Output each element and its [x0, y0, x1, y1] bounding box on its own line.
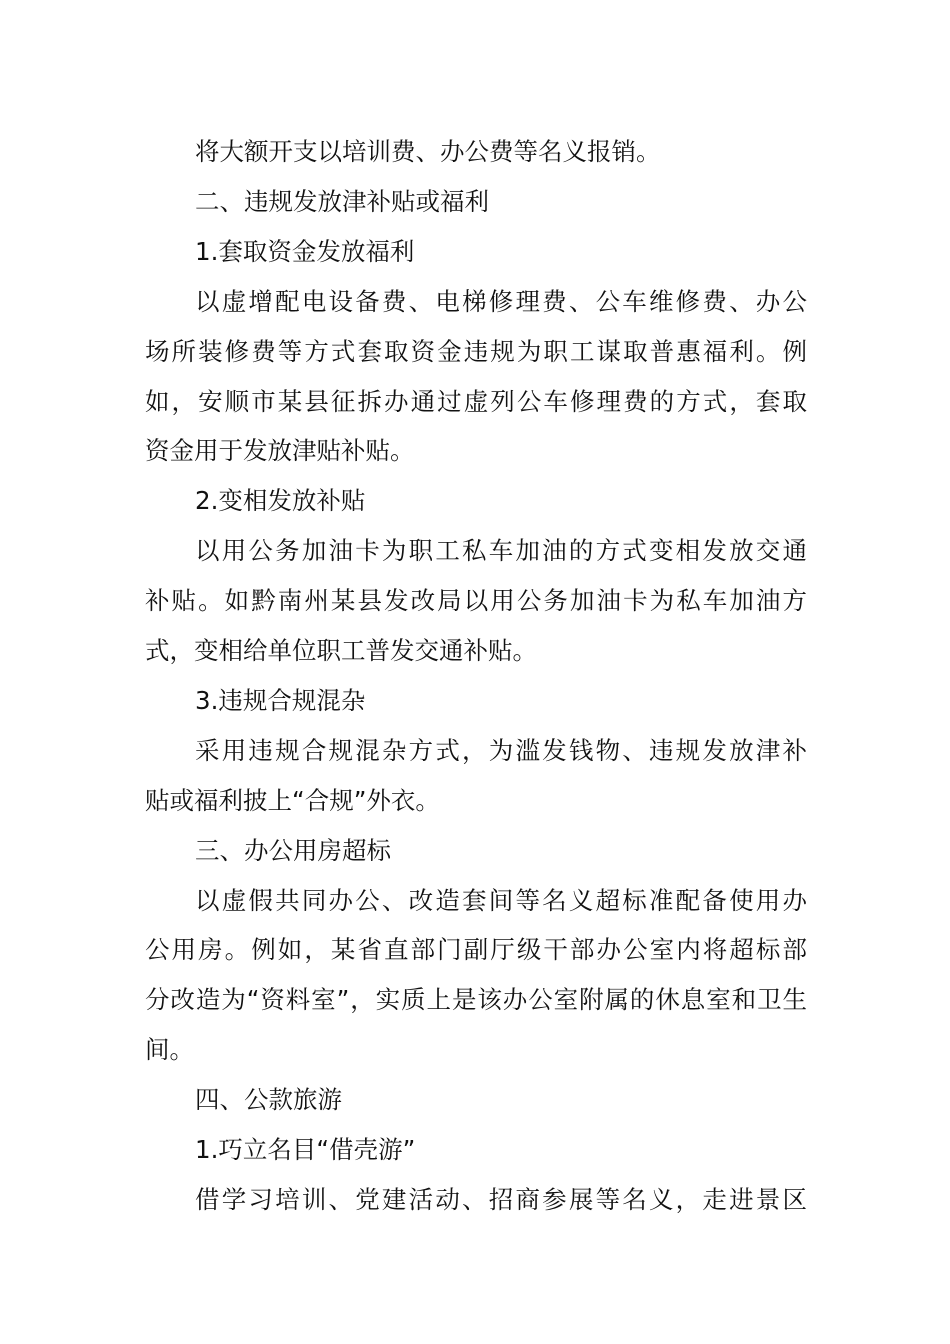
text-line: 以虚增配电设备费、电梯修理费、公车维修费、办公 [195, 286, 807, 316]
text-line: 式，变相给单位职工普发交通补贴。 [145, 636, 537, 665]
text-line: 四、公款旅游 [195, 1085, 342, 1115]
text-line: 借学习培训、党建活动、招商参展等名义，走进景区 [195, 1184, 807, 1214]
text-line: 三、办公用房超标 [195, 835, 391, 865]
text-line: 1.套取资金发放福利 [195, 236, 415, 266]
text-line: 资金用于发放津贴补贴。 [145, 436, 415, 466]
text-line: 1.巧立名目“借壳游” [195, 1135, 416, 1164]
text-line: 将大额开支以培训费、办公费等名义报销。 [195, 137, 661, 166]
text-line: 采用违规合规混杂方式，为滥发钱物、违规发放津补 [195, 735, 807, 765]
text-line: 以用公务加油卡为职工私车加油的方式变相发放交通 [195, 536, 807, 566]
text-line: 如，安顺市某县征拆办通过虚列公车修理费的方式，套取 [145, 386, 807, 416]
text-line: 2.变相发放补贴 [195, 486, 366, 516]
text-line: 公用房。例如，某省直部门副厅级干部办公室内将超标部 [145, 935, 807, 965]
text-line: 二、违规发放津补贴或福利 [195, 186, 489, 216]
text-line: 场所装修费等方式套取资金违规为职工谋取普惠福利。例 [145, 336, 807, 366]
text-line: 分改造为“资料室”，实质上是该办公室附属的休息室和卫生 [145, 985, 807, 1015]
text-line: 3.违规合规混杂 [195, 685, 366, 715]
text-line: 贴或福利披上“合规”外衣。 [145, 785, 440, 815]
text-line: 补贴。如黔南州某县发改局以用公务加油卡为私车加油方 [145, 586, 807, 616]
text-line: 以虚假共同办公、改造套间等名义超标准配备使用办 [195, 885, 807, 915]
text-line: 间。 [145, 1035, 194, 1065]
